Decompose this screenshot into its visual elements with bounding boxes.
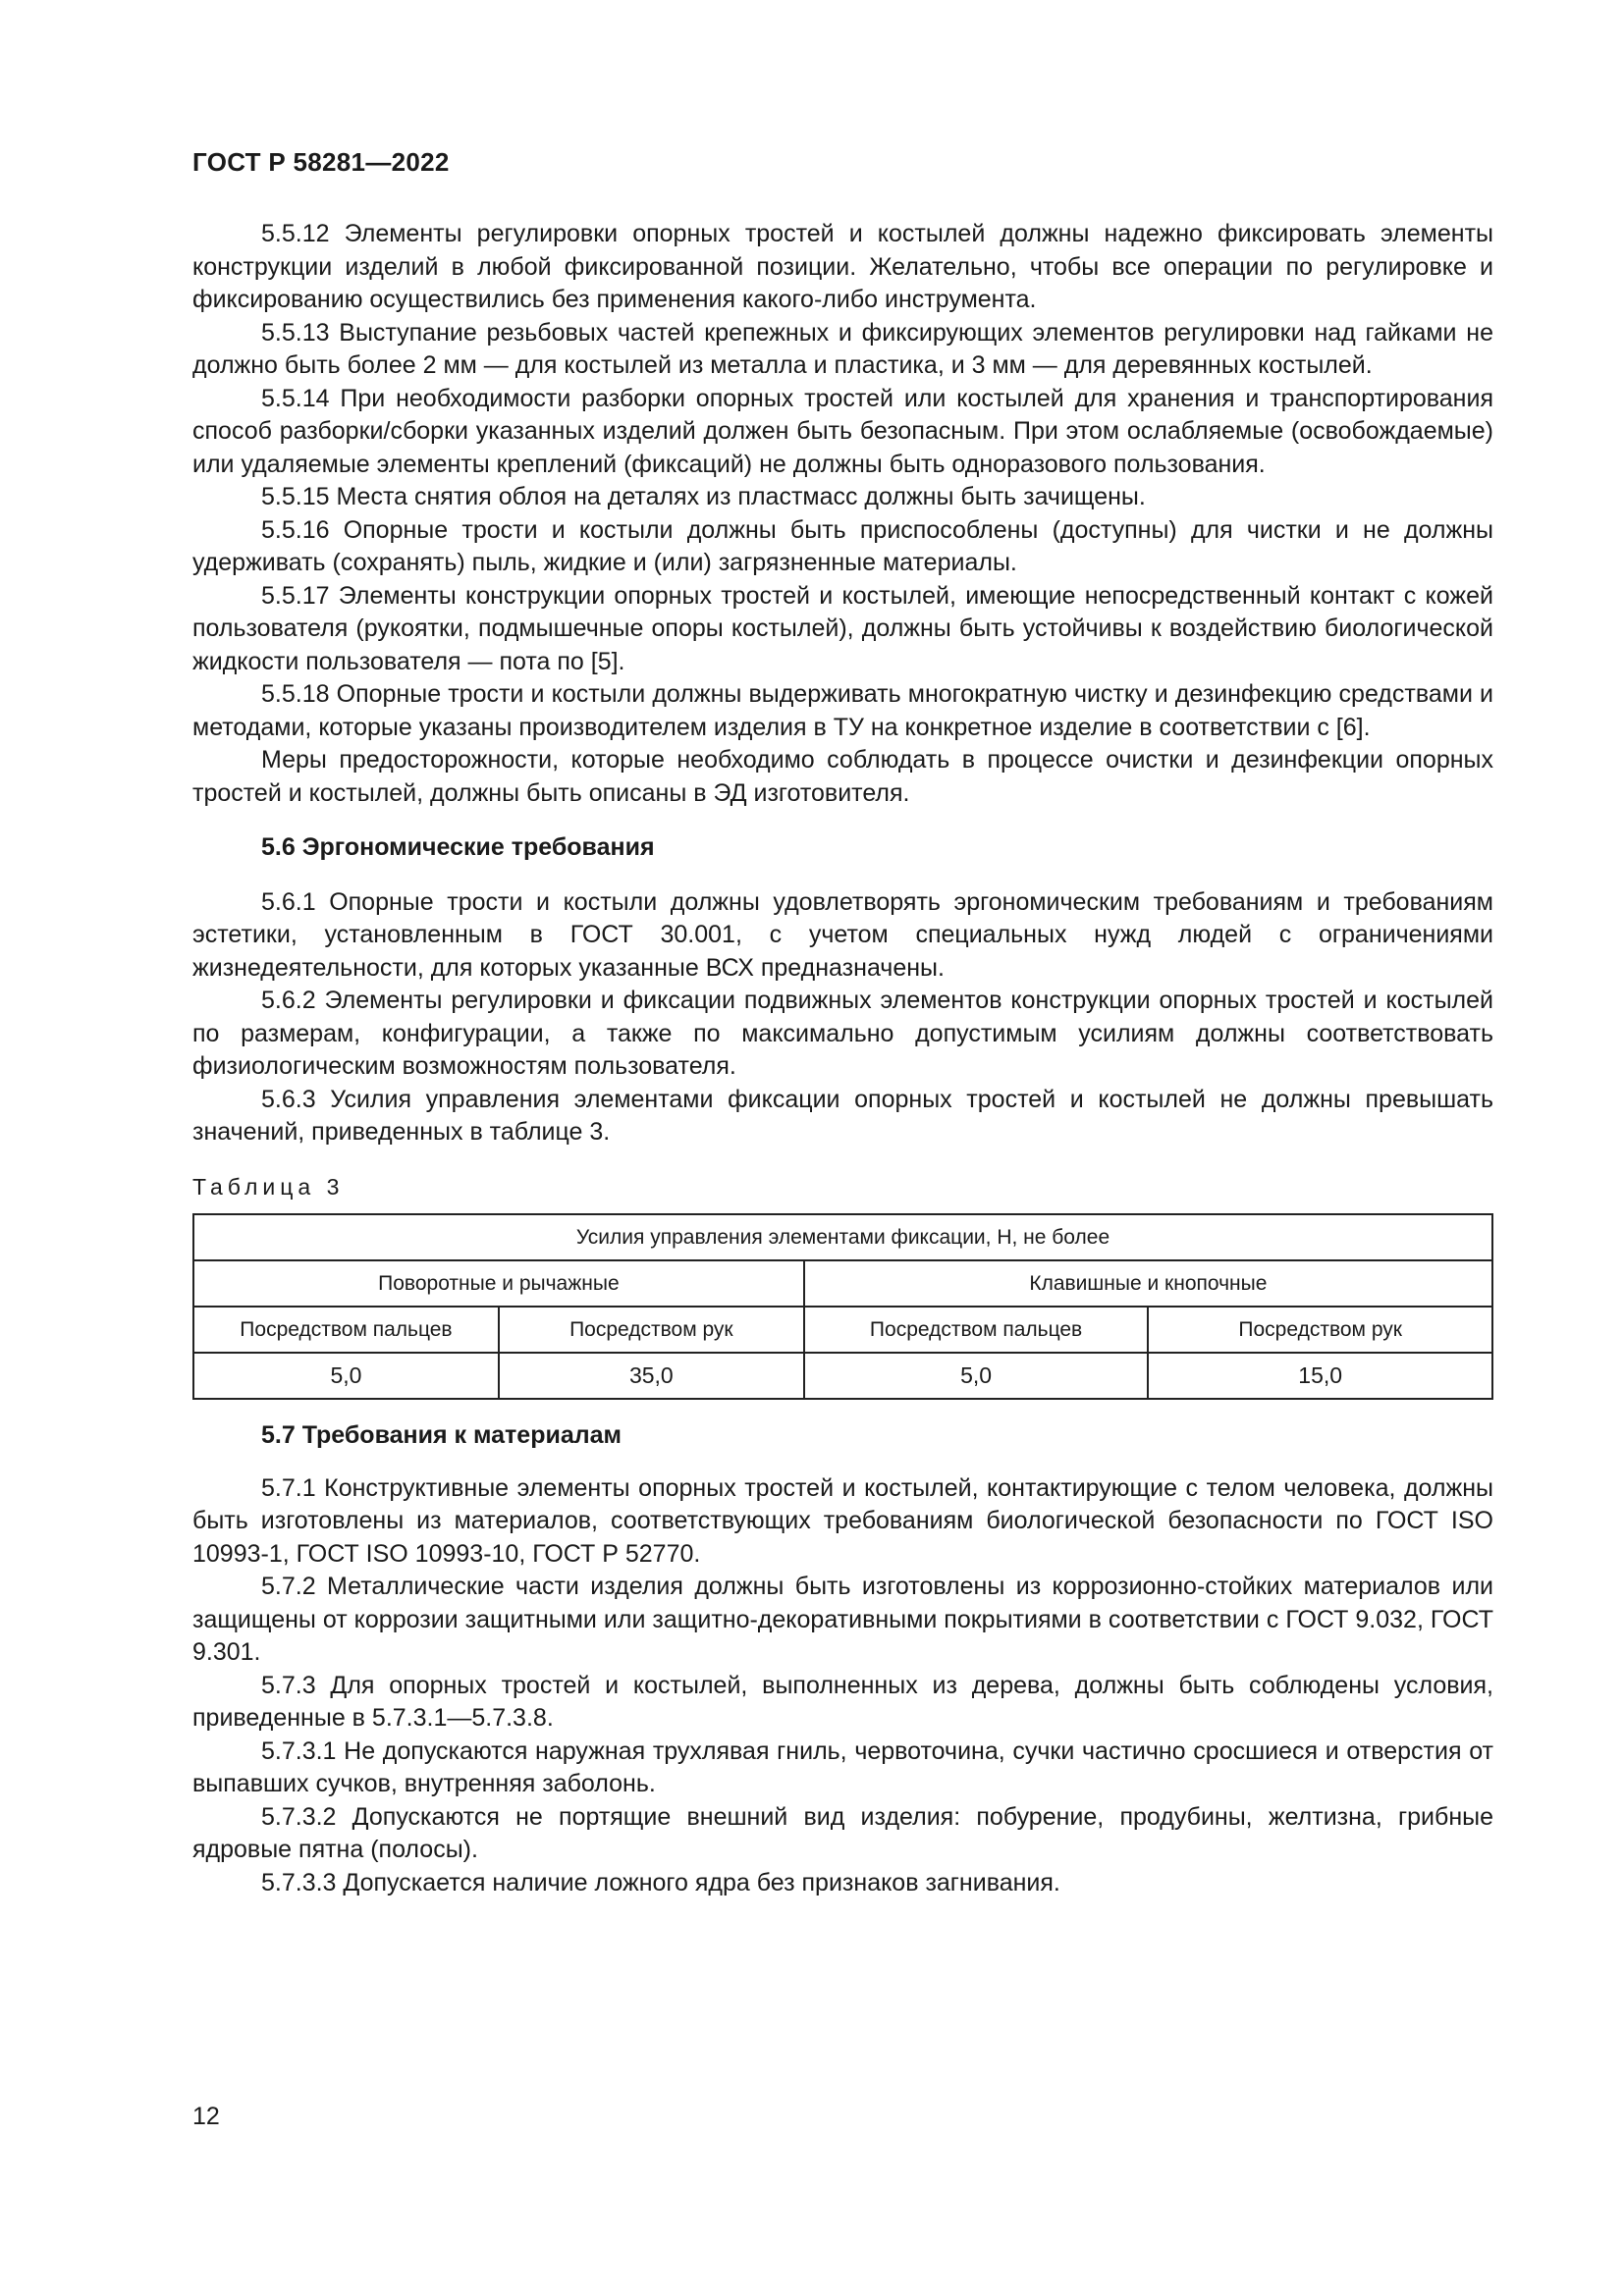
table-value-cell: 5,0 xyxy=(804,1353,1149,1399)
table-row xyxy=(193,1353,1492,1399)
table-caption: Таблица 3 xyxy=(192,1173,345,1200)
section-heading-5-6: 5.6 Эргономические требования xyxy=(261,833,655,861)
paragraph-precautions: Меры предосторожности, которые необходимо соблюдать в процессе очистки и дезинфекции опорных тростей и костылей, должны быть описаны в ЭД изготовителя. xyxy=(192,746,1493,807)
table-title-cell: Усилия управления элементами фиксации, Н, не более xyxy=(193,1214,1492,1260)
table-row xyxy=(193,1260,1492,1307)
paragraph-5-7-3-1: 5.7.3.1 Не допускаются наружная трухлявая гниль, червоточина, сучки частично сросшиеся и отверстия от выпавших сучков, внутренняя заболонь. xyxy=(192,1736,1493,1797)
table-value-cell: 15,0 xyxy=(1148,1353,1492,1399)
paragraph-5-5-13: 5.5.13 Выступание резьбовых частей крепежных и фиксирующих элементов регулировки над гайками не должно быть более 2 мм — для костылей из металла и пластика, и 3 мм — для деревянных костылей. xyxy=(192,318,1493,379)
table-subheader-cell: Посредством пальцев xyxy=(193,1307,499,1353)
table-group-cell-keys: Клавишные и кнопочные xyxy=(804,1260,1492,1307)
table-row xyxy=(193,1307,1492,1353)
document-header: ГОСТ Р 58281—2022 xyxy=(192,147,450,177)
table-value-cell: 5,0 xyxy=(193,1353,499,1399)
paragraph-5-7-3: 5.7.3 Для опорных тростей и костылей, выполненных из дерева, должны быть соблюдены условия, приведенные в 5.7.3.1—5.7.3.8. xyxy=(192,1671,1493,1732)
paragraph-5-6-1: 5.6.1 Опорные трости и костыли должны удовлетворять эргономическим требованиям и требованиям эстетики, установленным в ГОСТ 30.001, с учетом специальных нужд людей с ограничениями жизнедеятельности, для которых указанные ВСХ предназначены. xyxy=(192,887,1493,982)
paragraph-5-5-15: 5.5.15 Места снятия облоя на деталях из пластмасс должны быть зачищены. xyxy=(261,483,1146,510)
paragraph-5-5-17: 5.5.17 Элементы конструкции опорных тростей и костылей, имеющие непосредственный контакт с кожей пользователя (рукоятки, подмышечные опоры костылей), должны быть устойчивы к воздействию биологической жидкости пользователя — пота по [5]. xyxy=(192,581,1493,675)
table-subheader-cell: Посредством пальцев xyxy=(804,1307,1149,1353)
paragraph-5-5-12: 5.5.12 Элементы регулировки опорных тростей и костылей должны надежно фиксировать элементы конструкции изделий в любой фиксированной позиции. Желательно, чтобы все операции по регулировке и фиксированию осуществились без применения какого-либо инструмента. xyxy=(192,220,1493,313)
table-subheader-cell: Посредством рук xyxy=(1148,1307,1492,1353)
section-heading-5-7: 5.7 Требования к материалам xyxy=(261,1421,623,1449)
paragraph-5-7-3-3: 5.7.3.3 Допускается наличие ложного ядра без признаков загнивания. xyxy=(261,1868,1060,1896)
page-number: 12 xyxy=(192,2103,220,2130)
paragraph-5-6-2: 5.6.2 Элементы регулировки и фиксации подвижных элементов конструкции опорных тростей и костылей по размерам, конфигурации, а также по максимально допустимым усилиям должны соответствовать физиологическим возможностям пользователя. xyxy=(192,987,1493,1080)
paragraph-5-7-1: 5.7.1 Конструктивные элементы опорных тростей и костылей, контактирующие с телом человека, должны быть изготовлены из материалов, соответствующих требованиям биологической безопасности по ГОСТ ISO 10993-1, ГОСТ ISO 10993-10, ГОСТ Р 52770. xyxy=(192,1473,1493,1568)
paragraph-5-5-14: 5.5.14 При необходимости разборки опорных тростей или костылей для хранения и транспортирования способ разборки/сборки указанных изделий должен быть безопасным. При этом ослабляемые (освобождаемые) или удаляемые элементы креплений (фиксаций) не должны быть одноразового пользования. xyxy=(192,384,1493,478)
paragraph-5-5-18: 5.5.18 Опорные трости и костыли должны выдерживать многократную чистку и дезинфекцию средствами и методами, которые указаны производителем изделия в ТУ на конкретное изделие в соответствии с [6]. xyxy=(192,680,1493,741)
paragraph-5-6-3: 5.6.3 Усилия управления элементами фиксации опорных тростей и костылей не должны превышать значений, приведенных в таблице 3. xyxy=(192,1085,1493,1146)
table-subheader-cell: Посредством рук xyxy=(499,1307,804,1353)
forces-table xyxy=(192,1213,1493,1400)
paragraph-5-7-3-2: 5.7.3.2 Допускаются не портящие внешний вид изделия: побурение, продубины, желтизна, грибные ядровые пятна (полосы). xyxy=(192,1802,1493,1863)
paragraph-5-7-2: 5.7.2 Металлические части изделия должны быть изготовлены из коррозионно-стойких материалов или защищены от коррозии защитными или защитно-декоративными покрытиями в соответствии с ГОСТ 9.032, ГОСТ 9.301. xyxy=(192,1573,1493,1666)
page-content xyxy=(192,218,1493,1899)
table-group-cell-rotary: Поворотные и рычажные xyxy=(193,1260,804,1307)
table-row xyxy=(193,1214,1492,1260)
table-value-cell: 35,0 xyxy=(499,1353,804,1399)
paragraph-5-5-16: 5.5.16 Опорные трости и костыли должны быть приспособлены (доступны) для чистки и не должны удерживать (сохранять) пыль, жидкие и (или) загрязненные материалы. xyxy=(192,515,1493,576)
